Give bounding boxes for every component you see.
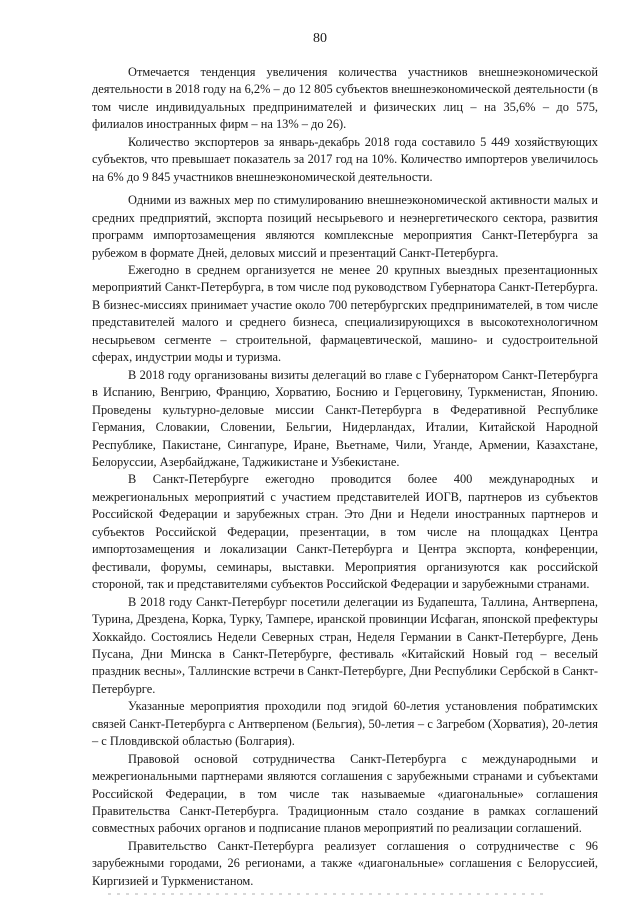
paragraph-participants-growth: Отмечается тенденция увеличения количества участников внешнеэкономической деятельности в 2018 году на 6,2% – до 12 805 субъектов внешнеэкономической деятельности (в том числе индивидуальных предпринимателей и физических лиц – на 35,6% – до 575, филиалов иностранных фирм – на 13% – до 26). [92,65,598,132]
paragraph-cooperation-agreements: Правительство Санкт-Петербурга реализует соглашения о сотрудничестве с 96 зарубежными городами, 26 регионами, а также «диагональные» соглашения с Белоруссией, Киргизией и Туркменистаном. [92,838,598,888]
paragraph-visiting-delegations: В 2018 году Санкт-Петербург посетили делегации из Будапешта, Таллина, Антверпена, Турина, Дрездена, Корка, Турку, Тампере, иранской провинции Исфаган, японской префектуры Хоккайдо. Состоялись Недели Северных стран, Неделя Германии в Санкт-Петербурге, День Пусана, Дни Минска в Санкт-Петербурге, фестиваль «Китайский Новый год – веселый праздник весны», Таллинские встречи в Санкт-Петербурге, Дни Республики Сербской в Санкт-Петербурге. [92,594,598,696]
scan-noise-line [108,893,548,895]
paragraph-exporters-importers: Количество экспортеров за январь-декабрь 2018 года составило 5 449 хозяйствующих субъектов, что превышает показатель за 2017 год на 10%. Количество импортеров увеличилось на 6% до 9 845 участников внешнеэкономической деятельности. [92,134,598,184]
paragraph-legal-basis: Правовой основой сотрудничества Санкт-Петербурга с международными и межрегиональными партнерами являются соглашения с зарубежными странами и субъектами Российской Федерации, в том числе так называемые «диагональные» соглашения Правительства Санкт-Петербурга. Традиционным стало создание в рамках соглашений совместных рабочих органов и подписание планов мероприятий по реализации соглашений. [92,751,598,836]
page-number: 80 [313,31,327,46]
paragraph-international-events: В Санкт-Петербурге ежегодно проводится более 400 международных и межрегиональных мероприятий с участием представителей ИОГВ, партнеров из субъектов Российской Федерации и зарубежных стран. Это Дни и Недели иностранных партнеров и субъектов Российской Федерации, презентации, в том числе на площадках Центра импортозамещения и локализации Санкт-Петербурга и Центра экспорта, конференции, фестивали, форумы, семинары, выставки. Мероприятия организуются как российской стороной, так и представителями субъектов Российской Федерации и зарубежными странами. [92,472,598,592]
paragraph-presentation-events: Ежегодно в среднем организуется не менее 20 крупных выездных презентационных мероприятий Санкт-Петербурга, в том числе под руководством Губернатора Санкт-Петербурга. В бизнес-миссиях принимает участие около 700 петербургских предпринимателей, в том числе представителей малого и среднего бизнеса, специализирующихся в высокотехнологичном несырьевом сегменте – строительной, фармацевтической, машино- и судостроительной сферах, индустрии моды и туризма. [92,262,598,365]
paragraph-twin-city-anniversaries: Указанные мероприятия проходили под эгидой 60-летия установления побратимских связей Санкт-Петербурга с Антверпеном (Бельгия), 50-летия – с Загребом (Хорватия), 20-летия – с Пловдивской областью (Болгария). [92,699,598,749]
document-body [92,64,598,890]
paragraph-support-measures: Одними из важных мер по стимулированию внешнеэкономической активности малых и средних предприятий, экспорта позиций несырьевого и неэнергетического сектора, развития программ импортозамещения являются комплексные мероприятия Санкт-Петербурга за рубежом в формате Дней, деловых миссий и презентаций Санкт-Петербурга. [92,193,598,260]
paragraph-delegation-visits: В 2018 году организованы визиты делегаций во главе с Губернатором Санкт-Петербурга в Испанию, Венгрию, Францию, Хорватию, Боснию и Герцеговину, Туркменистан, Японию. Проведены культурно-деловые миссии Санкт-Петербурга в Федеративной Республике Германия, Словакии, Словении, Бельгии, Нидерландах, Италии, Китайской Народной Республике, Пакистане, Сингапуре, Иране, Вьетнаме, Чили, Уганде, Армении, Казахстане, Белоруссии, Азербайджане, Таджикистане и Узбекистане. [92,367,598,469]
